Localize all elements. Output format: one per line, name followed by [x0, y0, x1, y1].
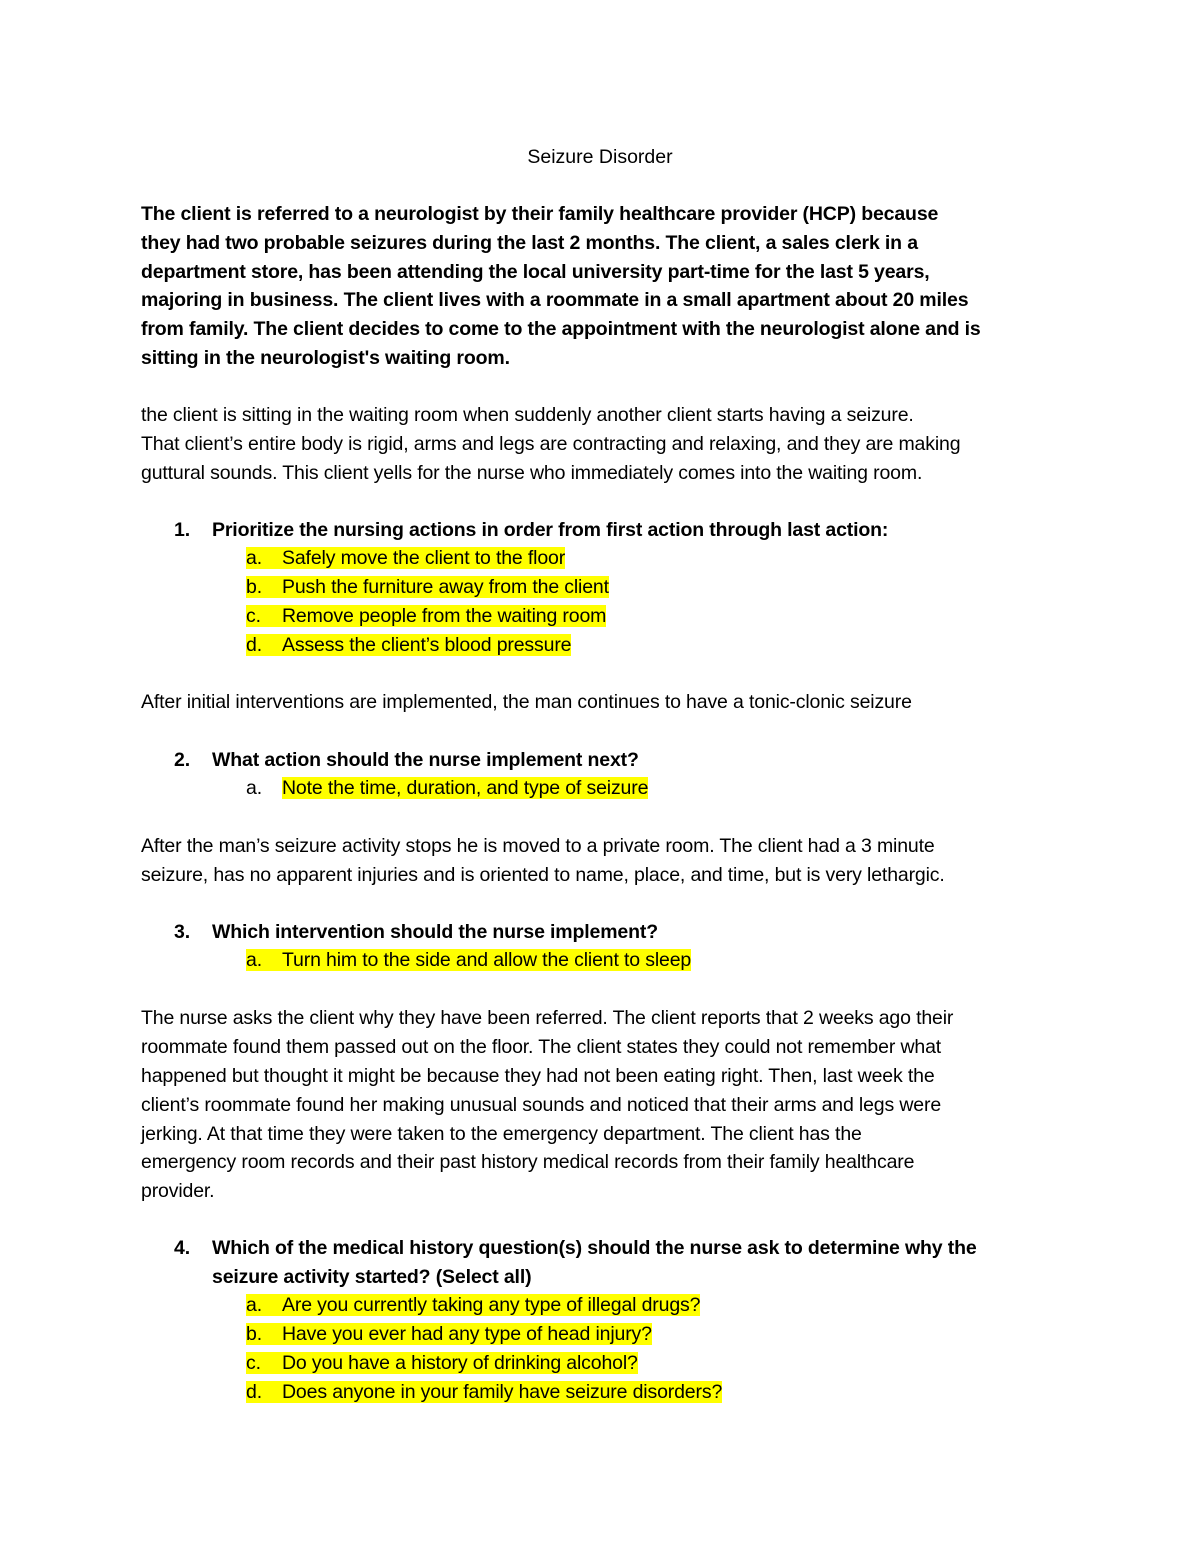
option-letter: a.	[246, 547, 262, 569]
option-item	[246, 1292, 700, 1319]
option-text: Do you have a history of drinking alcohol?	[282, 1352, 638, 1374]
option-item	[246, 1321, 652, 1348]
scenario-line: roommate found them passed out on the floor. The client states they could not remember what	[141, 1036, 942, 1058]
scenario-line: The nurse asks the client why they have been referred. The client reports that 2 weeks ago their	[141, 1007, 954, 1029]
option-letter: a.	[246, 777, 262, 799]
option-item	[246, 947, 691, 974]
question-text: Which intervention should the nurse implement?	[212, 921, 658, 943]
highlighted-answer	[246, 1381, 722, 1403]
scenario-line: the client is sitting in the waiting room when suddenly another client starts having a seizure.	[141, 404, 914, 426]
option-text: Remove people from the waiting room	[282, 605, 607, 627]
question-number: 1.	[174, 519, 190, 541]
intro-line: majoring in business. The client lives with a roommate in a small apartment about 20 miles	[141, 289, 969, 311]
option-item	[246, 603, 606, 630]
intro-line: from family. The client decides to come to the appointment with the neurologist alone and is	[141, 318, 981, 340]
intro-line: sitting in the neurologist's waiting room.	[141, 347, 510, 369]
option-letter: d.	[246, 634, 262, 656]
option-text: Push the furniture away from the client	[282, 576, 609, 598]
scenario-line: jerking. At that time they were taken to the emergency department. The client has the	[141, 1123, 862, 1145]
question-1	[174, 516, 888, 545]
highlighted-answer	[246, 949, 691, 971]
question-number: 3.	[174, 921, 190, 943]
question-number: 2.	[174, 749, 190, 771]
option-letter: a.	[246, 1294, 262, 1316]
document-title: Seizure Disorder	[527, 146, 673, 168]
highlighted-answer	[246, 634, 571, 656]
option-text: Turn him to the side and allow the client to sleep	[282, 949, 692, 971]
scenario-line: emergency room records and their past history medical records from their family healthcare	[141, 1151, 915, 1173]
option-letter: c.	[246, 605, 261, 627]
option-item	[246, 545, 565, 572]
question-text: Which of the medical history question(s) should the nurse ask to determine why the	[212, 1237, 977, 1259]
scenario-line: client’s roommate found her making unusual sounds and noticed that their arms and legs were	[141, 1094, 942, 1116]
question-number: 4.	[174, 1237, 190, 1259]
scenario-line: provider.	[141, 1180, 215, 1202]
scenario-line: happened but thought it might be because they had not been eating right. Then, last week the	[141, 1065, 935, 1087]
question-text: What action should the nurse implement next?	[212, 749, 639, 771]
highlighted-answer	[246, 605, 606, 627]
option-item	[246, 1379, 722, 1406]
highlighted-answer	[246, 1294, 700, 1316]
option-letter: b.	[246, 576, 262, 598]
option-text: Does anyone in your family have seizure disorders?	[282, 1381, 723, 1403]
intro-line: they had two probable seizures during the last 2 months. The client, a sales clerk in a	[141, 232, 918, 254]
option-text: Have you ever had any type of head injury?	[282, 1323, 652, 1345]
highlighted-answer	[246, 1323, 652, 1345]
option-item	[246, 632, 571, 659]
scenario-line: That client’s entire body is rigid, arms and legs are contracting and relaxing, and they are making	[141, 433, 961, 455]
option-letter: d.	[246, 1381, 262, 1403]
highlighted-answer	[246, 576, 609, 598]
scenario-line: guttural sounds. This client yells for the nurse who immediately comes into the waiting room.	[141, 462, 923, 484]
option-item	[246, 775, 648, 802]
highlighted-answer	[246, 1352, 638, 1374]
scenario-line: seizure, has no apparent injuries and is oriented to name, place, and time, but is very lethargic.	[141, 864, 945, 886]
question-text: Prioritize the nursing actions in order from first action through last action:	[212, 519, 889, 541]
option-item	[246, 574, 609, 601]
question-3	[174, 918, 658, 947]
option-text: Assess the client’s blood pressure	[282, 634, 572, 656]
option-item	[246, 1350, 638, 1377]
option-letter: b.	[246, 1323, 262, 1345]
intro-line: The client is referred to a neurologist by their family healthcare provider (HCP) because	[141, 203, 939, 225]
option-text: Safely move the client to the floor	[282, 547, 566, 569]
intro-line: department store, has been attending the local university part-time for the last 5 years,	[141, 261, 930, 283]
option-letter: a.	[246, 949, 262, 971]
scenario-line: After the man’s seizure activity stops he is moved to a private room. The client had a 3 minute	[141, 835, 935, 857]
question-text-continued: seizure activity started? (Select all)	[212, 1266, 532, 1288]
option-text: Are you currently taking any type of illegal drugs?	[282, 1294, 701, 1316]
highlighted-answer	[246, 547, 565, 569]
highlighted-answer: Note the time, duration, and type of seizure	[282, 777, 649, 799]
question-2	[174, 746, 639, 775]
question-4	[174, 1234, 977, 1263]
scenario-line: After initial interventions are implemented, the man continues to have a tonic-clonic seizure	[141, 691, 912, 713]
option-letter: c.	[246, 1352, 261, 1374]
